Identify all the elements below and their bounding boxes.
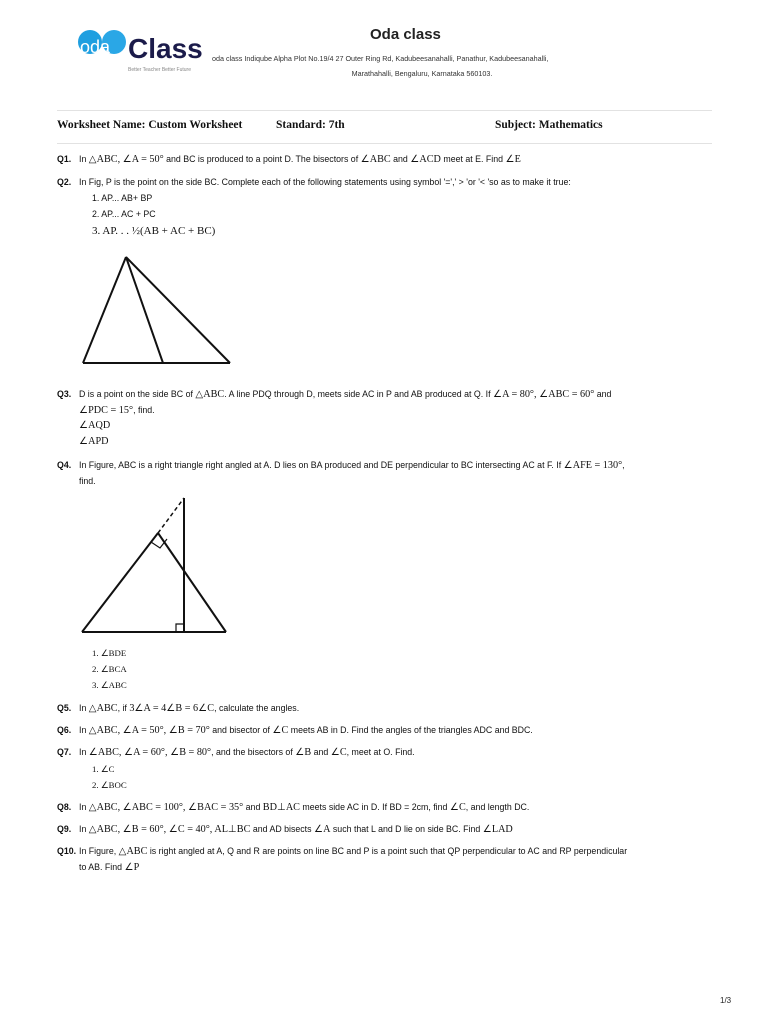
q4-item-1: 1. ∠BDE — [92, 648, 127, 658]
meta-divider — [57, 143, 712, 144]
subject-label: Subject: Mathematics — [495, 119, 603, 131]
question-text: In △ABC, if 3∠A = 4∠B = 6∠C, calculate the angles. — [79, 703, 300, 714]
triangle-figure-1 — [72, 240, 252, 385]
question-text: In Figure, ABC is a right triangle right angled at A. D lies on BA produced and DE perpendicular to BC intersecting AC at F. If ∠AFE = 130°, — [79, 460, 625, 471]
question-text: In △ABC, ∠A = 50° and BC is produced to a point D. The bisectors of ∠ABC and ∠ACD meet at E. Find ∠E — [79, 154, 521, 165]
institute-name: Oda class — [370, 26, 441, 43]
question-number: Q8. — [57, 802, 72, 812]
logo-oda-text: oda — [80, 37, 111, 57]
question-text: In △ABC, ∠B = 60°, ∠C = 40°, AL⊥BC and AD bisects ∠A such that L and D lie on side BC. Find ∠LAD — [79, 824, 513, 835]
question-text: In Figure, △ABC is right angled at A, Q and R are points on line BC and P is a point such that QP perpendicular to AC and RP perpendicular — [79, 846, 628, 857]
q2-item-2: 2. AP... AC + PC — [92, 209, 156, 219]
q4-line-2: find. — [79, 476, 96, 486]
question-text: In Fig, P is the point on the side BC. Complete each of the following statements using symbol '=',' > 'or '< 'so as to make it true: — [79, 177, 571, 187]
side-ac — [158, 533, 226, 632]
address-line-1: oda class Indiqube Alpha Plot No.19/4 27 Outer Ring Rd, Kadubeesanahalli, Panathur, Kadubeesanahalli, — [212, 54, 549, 63]
q4-item-3: 3. ∠ABC — [92, 680, 127, 690]
question-number: Q5. — [57, 703, 72, 713]
page-number: 1/3 — [720, 996, 732, 1005]
question-number: Q4. — [57, 460, 72, 470]
q7-item-1: 1. ∠C — [92, 764, 115, 774]
q4-item-2: 2. ∠BCA — [92, 664, 127, 674]
standard-label: Standard: 7th — [276, 119, 345, 131]
question-number: Q10. — [57, 846, 77, 856]
q10-line-2: to AB. Find ∠P — [79, 862, 140, 873]
oda-class-logo — [78, 30, 218, 80]
q2-item-3: 3. AP. . . ½(AB + AC + BC) — [92, 225, 216, 237]
side-ba — [82, 533, 158, 632]
question-text: In ∠ABC, ∠A = 60°, ∠B = 80°, and the bisectors of ∠B and ∠C, meet at O. Find. — [79, 747, 415, 758]
q2-item-1: 1. AP... AB+ BP — [92, 193, 153, 203]
question-number: Q1. — [57, 154, 72, 164]
right-triangle-figure-2 — [72, 484, 252, 648]
question-text: D is a point on the side BC of △ABC. A line PDQ through D, meets side AC in P and AB produced at Q. If ∠A = 80°, ∠ABC = 60° and — [79, 389, 612, 400]
q3-item-2: ∠APD — [79, 436, 109, 447]
worksheet-name: Worksheet Name: Custom Worksheet — [57, 119, 243, 131]
address-line-2: Marathahalli, Bengaluru, Karnataka 560103. — [351, 69, 493, 78]
question-number: Q9. — [57, 824, 72, 834]
q3-item-1: ∠AQD — [79, 420, 111, 431]
header-divider — [57, 110, 712, 111]
right-angle-mark-e — [176, 624, 184, 632]
question-number: Q2. — [57, 177, 72, 187]
question-number: Q6. — [57, 725, 72, 735]
question-number: Q7. — [57, 747, 72, 757]
logo-tagline: Better Teacher Better Future — [128, 67, 191, 73]
segment-ap — [126, 257, 163, 363]
side-ab — [83, 257, 126, 363]
question-text: In △ABC, ∠ABC = 100°, ∠BAC = 35° and BD⊥AC meets side AC in D. If BD = 2cm, find ∠C, and length DC. — [79, 802, 530, 813]
ba-produced-dashed — [158, 498, 184, 533]
side-ac — [126, 257, 230, 363]
q3-line-2: ∠PDC = 15°, find. — [79, 405, 155, 416]
question-text: In △ABC, ∠A = 50°, ∠B = 70° and bisector of ∠C meets AB in D. Find the angles of the triangles ADC and BDC. — [79, 725, 533, 736]
q7-item-2: 2. ∠BOC — [92, 780, 127, 790]
logo-class-text: Class — [128, 33, 203, 64]
question-number: Q3. — [57, 389, 72, 399]
